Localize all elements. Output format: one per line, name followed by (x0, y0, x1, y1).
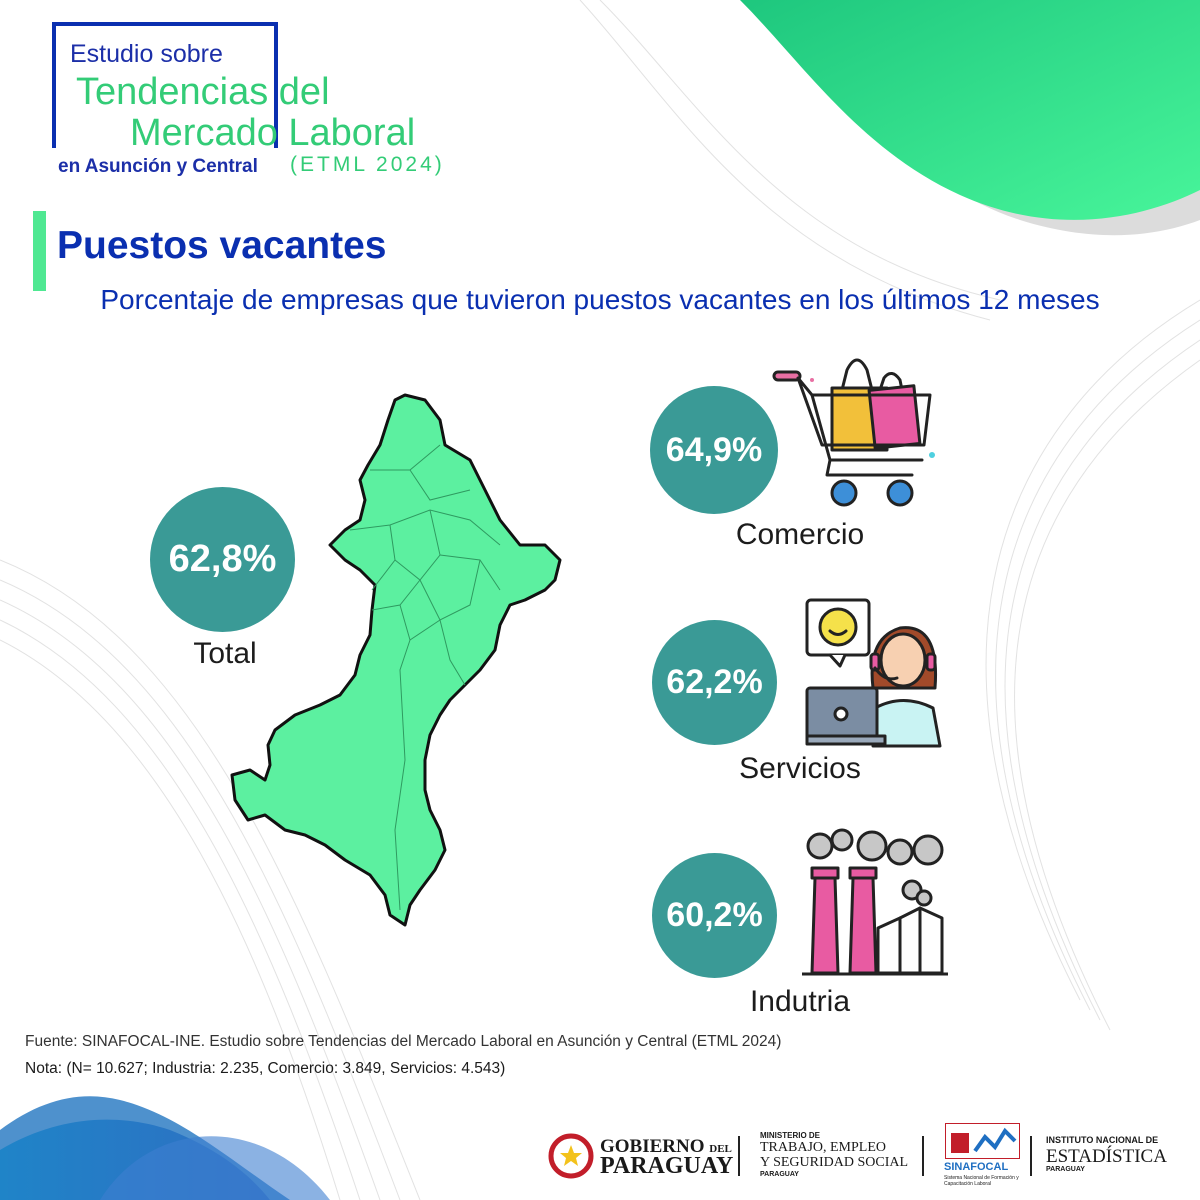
subtitle: Porcentaje de empresas que tuvieron puestos vacantes en los últimos 12 meses (100, 284, 1100, 315)
paraguay-seal-icon (548, 1133, 594, 1179)
servicios-value-circle (652, 620, 777, 745)
mtess-logo-line-2: TRABAJO, EMPLEO (760, 1140, 887, 1155)
shopping-cart-icon (772, 350, 947, 510)
header-etml: (ETML 2024) (290, 153, 445, 176)
sinafocal-logo-subtext: Sistema Nacional de Formación y Capacitación Laboral (944, 1175, 1019, 1187)
logo-divider (738, 1136, 740, 1176)
customer-service-icon (805, 598, 955, 748)
industria-value-circle (652, 853, 777, 978)
gobierno-logo-word: GOBIERNO (600, 1136, 705, 1157)
total-value: 62,8% (168, 538, 277, 580)
header-line-1: Estudio sobre (70, 40, 223, 68)
total-label: Total (193, 637, 257, 670)
ine-logo-line-1: INSTITUTO NACIONAL DE (1046, 1135, 1159, 1145)
logo-divider (922, 1136, 924, 1176)
comercio-value: 64,9% (665, 430, 763, 469)
logo-divider (1030, 1136, 1032, 1176)
ine-logo-line-2: ESTADÍSTICA (1046, 1146, 1167, 1167)
servicios-value: 62,2% (666, 663, 763, 701)
header-line-2: Tendencias del (76, 71, 330, 113)
industria-value: 60,2% (666, 896, 763, 934)
section-accent-bar (33, 211, 46, 291)
source-note: Fuente: SINAFOCAL-INE. Estudio sobre Tendencias del Mercado Laboral en Asunción y Central (ETML 2024) (25, 1033, 782, 1050)
comercio-value-circle (650, 386, 778, 514)
total-value-circle (150, 487, 295, 632)
mtess-logo-line-4: PARAGUAY (760, 1171, 799, 1178)
header-line-3: Mercado Laboral (130, 112, 416, 154)
section-title: Puestos vacantes (57, 224, 387, 267)
mtess-logo-line-3: Y SEGURIDAD SOCIAL (760, 1155, 909, 1170)
industria-label: Indutria (749, 985, 851, 1018)
factory-icon (800, 828, 950, 978)
servicios-label: Servicios (739, 752, 861, 785)
gobierno-logo-line-2: PARAGUAY (600, 1153, 734, 1179)
comercio-label: Comercio (735, 518, 865, 551)
header-line-4: en Asunción y Central (58, 156, 258, 177)
sample-note: Nota: (N= 10.627; Industria: 2.235, Comercio: 3.849, Servicios: 4.543) (25, 1060, 506, 1077)
mtess-logo-line-1: MINISTERIO DE (760, 1131, 821, 1140)
ine-logo-line-3: PARAGUAY (1046, 1166, 1085, 1173)
gobierno-logo-del: DEL (709, 1143, 732, 1155)
sinafocal-logo-text: SINAFOCAL (944, 1161, 1009, 1173)
sinafocal-emblem-icon (945, 1123, 1020, 1159)
